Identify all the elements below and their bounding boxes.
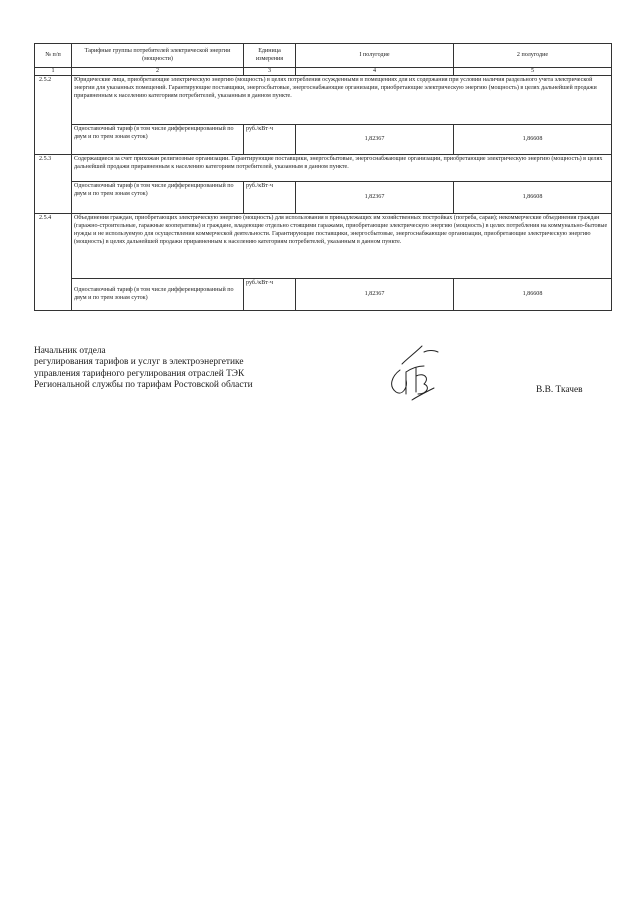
value-half1: 1,82367 (296, 125, 454, 155)
handwritten-signature (382, 342, 444, 406)
table-row (35, 182, 612, 214)
signer-name: В.В. Ткачев (536, 385, 583, 395)
tariff-label: Одноставочный тариф (в том числе дифференцированный по двум и по трем зонам суток) (72, 125, 244, 155)
value-half1: 1,82367 (296, 182, 454, 214)
unit-cell: руб./кВт·ч (244, 125, 296, 155)
table-row (35, 125, 612, 155)
header-num: № п/п (35, 44, 72, 68)
unit-cell: руб./кВт·ч (244, 182, 296, 214)
section-number: 2.5.3 (35, 155, 72, 214)
section-row (35, 76, 612, 125)
value-half2: 1,86608 (454, 125, 612, 155)
signer-position-line-2: регулирования тарифов и услуг в электроэнергетике (34, 357, 244, 368)
colnum-3: 3 (244, 68, 296, 76)
value-half1: 1,82367 (296, 279, 454, 311)
colnum-1: 1 (35, 68, 72, 76)
tariff-table (34, 43, 612, 311)
value-half2: 1,86608 (454, 279, 612, 311)
header-unit: Единица измерения (244, 44, 296, 68)
signer-position-line-1: Начальник отдела (34, 346, 106, 356)
colnum-4: 4 (296, 68, 454, 76)
signer-position-line-3: управления тарифного регулирования отраслей ТЭК (34, 368, 245, 379)
signature-block (34, 346, 253, 391)
section-row (35, 214, 612, 279)
table-header-row (35, 44, 612, 68)
header-group: Тарифные группы потребителей электрической энергии (мощности) (72, 44, 244, 68)
colnum-5: 5 (454, 68, 612, 76)
header-half1: I полугодие (296, 44, 454, 68)
section-description: Содержащиеся за счет прихожан религиозные организации. Гарантирующие поставщики, энергосбытовые, энергоснабжающие организации, приобретающие электрическую энергию (мощность) в целях дальнейшей продажи приравненным к населению категориям потребителей, указанным в данном пункте. (72, 155, 612, 182)
section-row (35, 155, 612, 182)
unit-cell: руб./кВт·ч (244, 279, 296, 311)
section-description: Юридические лица, приобретающие электрическую энергию (мощность) в целях потребления осужденными в помещениях для их содержания при условии наличия раздельного учета электрической энергии для указанных помещений. Гарантирующие поставщики, энергосбытовые, энергоснабжающие организации, приобретающие электрическую энергию (мощность) в целях дальнейшей продажи приравненным к населению категориям потребителей, указанным в данном пункте. (72, 76, 612, 125)
table-row (35, 279, 612, 311)
column-number-row (35, 68, 612, 76)
section-number: 2.5.2 (35, 76, 72, 155)
value-half2: 1,86608 (454, 182, 612, 214)
section-description: Объединения граждан, приобретающих электрическую энергию (мощность) для использования в принадлежащих им хозяйственных постройках (погреба, сараи); некоммерческие объединения граждан (гаражно-строительные, гаражные кооперативы) и граждане, владеющие отдельно стоящими гаражами, приобретающие электрическую энергию (мощность) в целях потребления на коммунально-бытовые нужды и не используемую для осуществления коммерческой деятельности. Гарантирующие поставщики, энергосбытовые, энергоснабжающие организации, приобретающие электрическую энергию (мощность) в целях дальнейшей продажи приравненным к населению категориям потребителей, указанным в данном пункте. (72, 214, 612, 279)
tariff-label: Одноставочный тариф (в том числе дифференцированный по двум и по трем зонам суток) (72, 182, 244, 214)
colnum-2: 2 (72, 68, 244, 76)
signer-position-line-4: Региональной службы по тарифам Ростовской области (34, 379, 253, 390)
section-number: 2.5.4 (35, 214, 72, 311)
tariff-label: Одноставочный тариф (в том числе дифференцированный по двум и по трем зонам суток) (72, 279, 244, 311)
header-half2: 2 полугодие (454, 44, 612, 68)
